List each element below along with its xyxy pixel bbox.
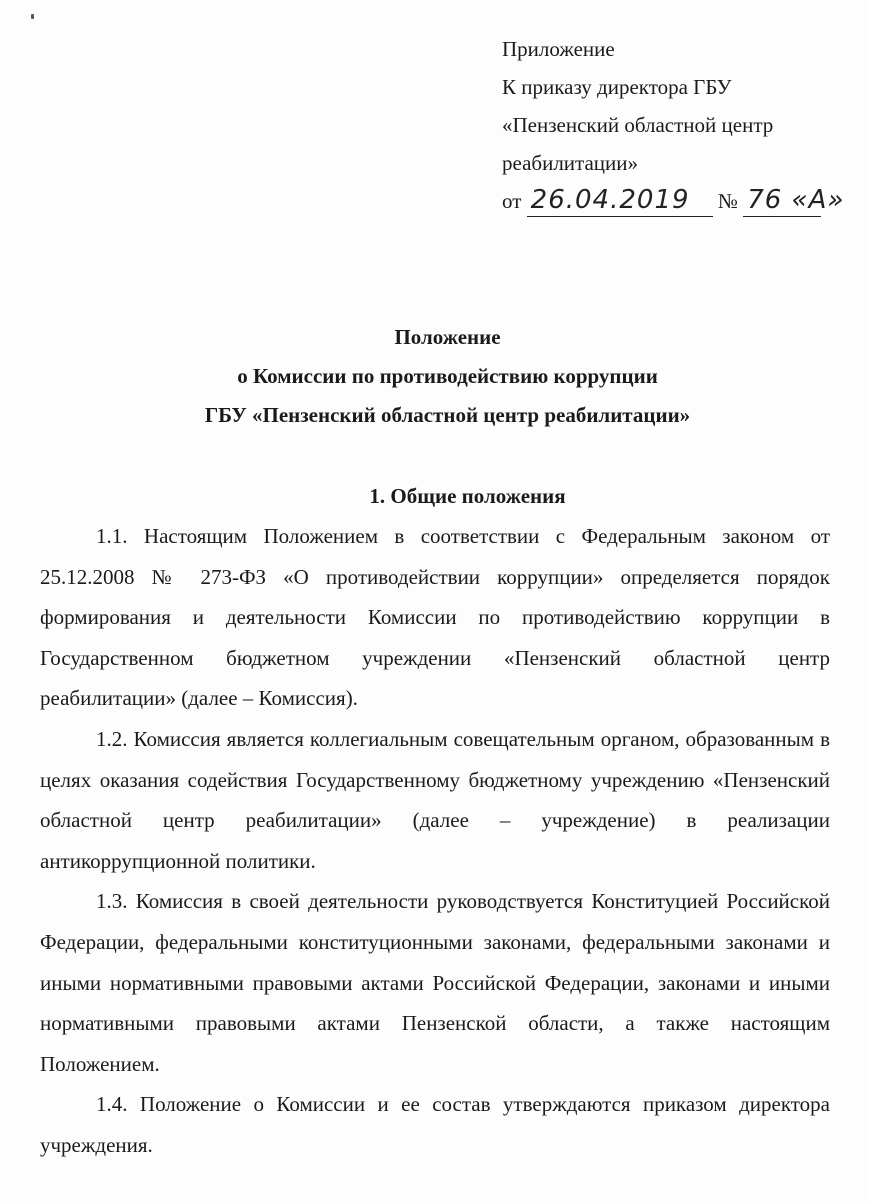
scan-speck (31, 14, 34, 19)
date-field (527, 185, 713, 217)
appendix-organization-cont: реабилитации» (502, 151, 639, 175)
paragraph-1-4: 1.4. Положение о Комиссии и ее состав утверждаются приказом директора учреждения. (40, 1092, 830, 1157)
appendix-order-reference: К приказу директора ГБУ (502, 75, 732, 99)
document-title (40, 318, 855, 435)
section-body (40, 516, 830, 1166)
number-field (743, 185, 845, 217)
handwritten-date: 26.04.2019 (530, 185, 690, 215)
date-prefix: от (502, 189, 522, 213)
paragraph-1-1: 1.1. Настоящим Положением в соответствии с Федеральным законом от 25.12.2008 № 273-ФЗ «О противодействии коррупции» определяется порядок формирования и деятельности Комиссии по противодействию коррупции в Государственном бюджетном учреждении «Пензенский областной центр реабилитации» (далее – Комиссия). (40, 524, 830, 711)
appendix-label: Приложение (502, 37, 615, 61)
appendix-organization: «Пензенский областной центр (502, 113, 774, 137)
title-line-1: Положение (394, 325, 501, 349)
paragraph-1-3: 1.3. Комиссия в своей деятельности руководствуется Конституцией Российской Федерации, федеральными конституционными законами, федеральными законами и иными нормативными правовыми актами Российской Федерации, законами и иными нормативными правовыми актами Пензенской области, а также настоящим Положением. (40, 889, 830, 1076)
section-heading: 1. Общие положения (369, 484, 566, 508)
appendix-date-number (502, 182, 862, 220)
appendix-block (502, 30, 862, 220)
number-prefix: № (717, 189, 738, 213)
handwritten-number: 76 «А» (747, 185, 845, 215)
title-line-2: о Комиссии по противодействию коррупции (237, 364, 658, 388)
title-line-3: ГБУ «Пензенский областной центр реабилитации» (204, 403, 691, 427)
paragraph-1-2: 1.2. Комиссия является коллегиальным совещательным органом, образованным в целях оказания содействия Государственному бюджетному учреждению «Пензенский областной центр реабилитации» (далее – учреждение) в реализации антикоррупционной политики. (40, 726, 830, 873)
